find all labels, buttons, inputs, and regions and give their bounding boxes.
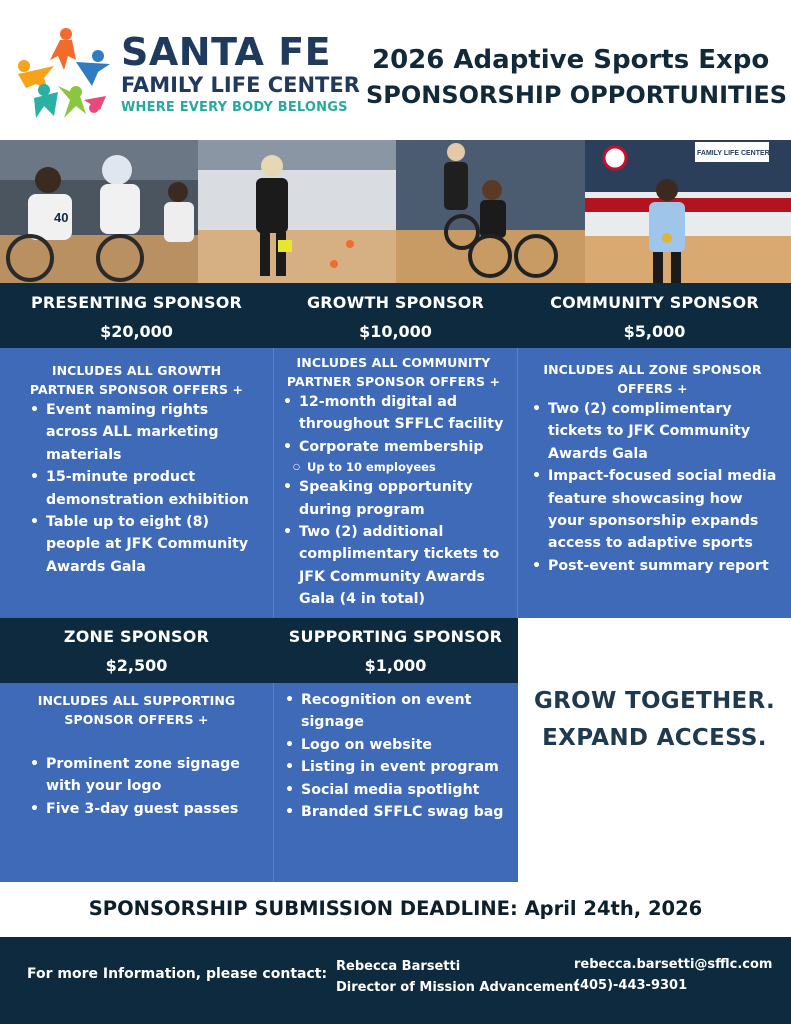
tier-supporting-list xyxy=(279,689,510,823)
tier-presenting-intro: INCLUDES ALL GROWTH PARTNER SPONSOR OFFERS + xyxy=(29,363,244,397)
list-subitem: ○ Up to 10 employees xyxy=(277,458,510,476)
list-item: • Two (2) complimentary tickets to JFK Community Awards Gala xyxy=(526,398,779,465)
tier-supporting-header xyxy=(273,618,518,683)
tier-zone-header xyxy=(0,618,273,683)
tier-supporting-name: SUPPORTING SPONSOR xyxy=(288,627,503,646)
photo-strip xyxy=(0,140,791,283)
list-item: • Event naming rights across ALL marketing materials xyxy=(24,399,263,466)
contact-email[interactable]: rebecca.barsetti@sfflc.com xyxy=(574,957,773,972)
gym-sign-text: FAMILY LIFE CENTER xyxy=(697,150,770,157)
tier-zone-body xyxy=(0,683,273,882)
column-divider xyxy=(273,683,274,882)
list-item: • Post-event summary report xyxy=(526,555,779,577)
org-name-line2: FAMILY LIFE CENTER xyxy=(121,73,360,97)
list-item: • Table up to eight (8) people at JFK Community Awards Gala xyxy=(24,511,263,578)
photo-wheelchair-athletes xyxy=(396,140,585,283)
tier-growth-intro: INCLUDES ALL COMMUNITY PARTNER SPONSOR OFFERS + xyxy=(286,355,501,389)
tier-zone-price: $2,500 xyxy=(105,656,168,675)
tier-community-body xyxy=(518,348,791,618)
footer xyxy=(0,937,791,1024)
list-item: • Prominent zone signage with your logo xyxy=(24,753,263,798)
list-item: • Five 3-day guest passes xyxy=(24,798,263,820)
tier-community-price: $5,000 xyxy=(623,322,686,341)
event-subtitle: SPONSORSHIP OPPORTUNITIES xyxy=(366,81,788,109)
photo-gym-player xyxy=(198,140,396,283)
tier-growth-header xyxy=(273,283,518,348)
tier-growth-name: GROWTH SPONSOR xyxy=(306,293,485,312)
contact-details xyxy=(574,954,772,996)
tier-growth-list xyxy=(277,391,510,611)
photo-wheelchair-basketball xyxy=(0,140,198,283)
contact-name: Rebecca Barsetti xyxy=(336,959,461,974)
tier-zone-list xyxy=(24,753,263,820)
photo-volleyball-player xyxy=(585,140,791,283)
tier-community-list xyxy=(526,398,779,577)
sfflc-logo-icon xyxy=(14,26,114,122)
list-item: • 15-minute product demonstration exhibition xyxy=(24,466,263,511)
tier-presenting-list xyxy=(24,399,263,578)
list-item: • Corporate membership xyxy=(277,436,510,458)
tier-supporting-body xyxy=(273,683,518,882)
tier-growth-price: $10,000 xyxy=(359,322,432,341)
tier-growth-body xyxy=(273,348,518,618)
list-item: • 12-month digital ad throughout SFFLC facility xyxy=(277,391,510,436)
tier-presenting-header xyxy=(0,283,273,348)
list-item: • Recognition on event signage xyxy=(279,689,510,734)
tier-presenting-price: $20,000 xyxy=(100,322,173,341)
contact-prompt: For more Information, please contact: xyxy=(27,966,328,982)
contact-phone[interactable]: (405)-443-9301 xyxy=(574,978,688,993)
tier-community-header xyxy=(518,283,791,348)
tier-presenting-body xyxy=(0,348,273,618)
event-title: 2026 Adaptive Sports Expo xyxy=(372,45,770,75)
tier-community-name: COMMUNITY SPONSOR xyxy=(550,293,759,312)
list-item: • Social media spotlight xyxy=(279,779,510,801)
jersey-number: 40 xyxy=(54,210,69,225)
org-tagline: WHERE EVERY BODY BELONGS xyxy=(121,100,348,115)
header xyxy=(0,0,791,140)
slogan-line2: EXPAND ACCESS. xyxy=(542,725,767,751)
list-item: • Two (2) additional complimentary tickets to JFK Community Awards Gala (4 in total) xyxy=(277,521,510,611)
list-item: • Impact-focused social media feature showcasing how your sponsorship expands access to adaptive sports xyxy=(526,465,779,555)
org-name-line1: SANTA FE xyxy=(121,30,332,74)
list-item: • Speaking opportunity during program xyxy=(277,476,510,521)
tier-zone-name: ZONE SPONSOR xyxy=(63,627,210,646)
column-divider xyxy=(273,348,274,618)
list-item: • Logo on website xyxy=(279,734,510,756)
slogan-line1: GROW TOGETHER. xyxy=(533,688,776,714)
contact-person xyxy=(336,956,580,998)
list-item: • Listing in event program xyxy=(279,756,510,778)
tier-community-intro: INCLUDES ALL ZONE SPONSOR OFFERS + xyxy=(543,362,762,396)
column-divider xyxy=(517,348,518,618)
submission-deadline: SPONSORSHIP SUBMISSION DEADLINE: April 24th, 2026 xyxy=(88,897,703,920)
tier-supporting-price: $1,000 xyxy=(364,656,427,675)
tier-presenting-name: PRESENTING SPONSOR xyxy=(30,293,243,312)
list-item: • Branded SFFLC swag bag xyxy=(279,801,510,823)
slogan xyxy=(518,683,791,757)
tier-zone-intro: INCLUDES ALL SUPPORTING SPONSOR OFFERS + xyxy=(37,693,236,727)
contact-title: Director of Mission Advancement xyxy=(336,980,580,995)
